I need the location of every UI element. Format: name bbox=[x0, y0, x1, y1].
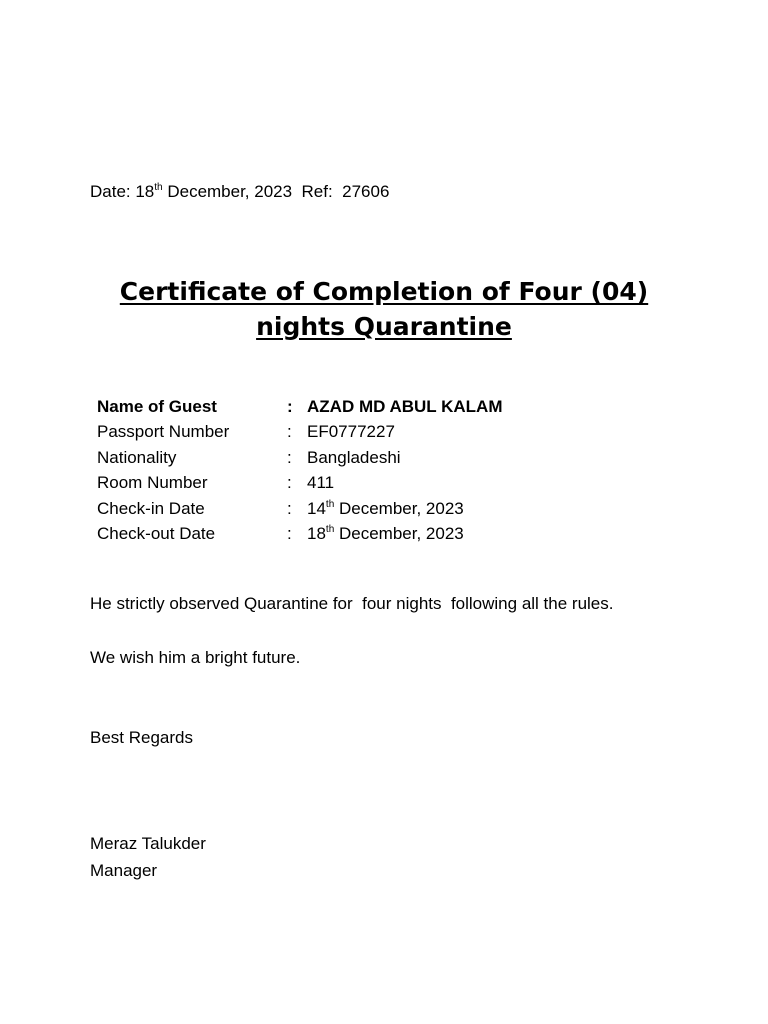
detail-colon: : bbox=[287, 422, 292, 442]
detail-colon: : bbox=[287, 498, 292, 518]
date-rest-and-ref: December, 2023 Ref: 27606 bbox=[162, 182, 390, 201]
detail-row-checkin bbox=[97, 496, 502, 521]
certificate-title bbox=[0, 274, 768, 344]
detail-value: AZAD MD ABUL KALAM bbox=[307, 397, 503, 416]
detail-label: Check-in Date bbox=[97, 498, 205, 518]
date-prefix: Date: 18 bbox=[90, 182, 155, 201]
signatory-role: Manager bbox=[90, 861, 158, 880]
detail-value bbox=[307, 496, 464, 521]
detail-row-nationality bbox=[97, 445, 502, 470]
checkin-month-year: December, 2023 bbox=[334, 498, 464, 518]
detail-label: Name of Guest bbox=[97, 397, 217, 416]
detail-value: EF0777227 bbox=[307, 422, 395, 442]
date-ordinal-suffix: th bbox=[154, 182, 163, 193]
checkin-ordinal-suffix: th bbox=[325, 498, 335, 510]
title-line-2: nights Quarantine bbox=[256, 312, 512, 341]
detail-colon: : bbox=[287, 473, 292, 493]
detail-label: Room Number bbox=[97, 473, 208, 493]
closing-text: Best Regards bbox=[90, 728, 193, 747]
detail-label: Passport Number bbox=[97, 422, 230, 442]
title-line-1: Certificate of Completion of Four (04) bbox=[119, 277, 649, 306]
detail-row-name bbox=[97, 394, 502, 419]
detail-row-room bbox=[97, 470, 502, 495]
date-ref-line bbox=[90, 182, 389, 202]
detail-value: Bangladeshi bbox=[307, 447, 401, 467]
observation-paragraph: He strictly observed Quarantine for four nights following all the rules. bbox=[90, 594, 614, 613]
detail-colon: : bbox=[287, 447, 292, 467]
checkout-day: 18 bbox=[307, 523, 326, 543]
detail-row-checkout bbox=[97, 521, 502, 546]
detail-colon: : bbox=[287, 397, 293, 416]
detail-value bbox=[307, 521, 464, 546]
checkin-day: 14 bbox=[307, 498, 326, 518]
guest-details bbox=[97, 394, 502, 546]
detail-label: Nationality bbox=[97, 447, 177, 467]
signatory-name: Meraz Talukder bbox=[90, 834, 206, 853]
wish-paragraph: We wish him a bright future. bbox=[90, 648, 301, 667]
checkout-month-year: December, 2023 bbox=[334, 523, 464, 543]
detail-value: 411 bbox=[307, 473, 335, 493]
detail-label: Check-out Date bbox=[97, 523, 216, 543]
detail-row-passport bbox=[97, 419, 502, 444]
checkout-ordinal-suffix: th bbox=[325, 523, 335, 535]
detail-colon: : bbox=[287, 523, 292, 543]
